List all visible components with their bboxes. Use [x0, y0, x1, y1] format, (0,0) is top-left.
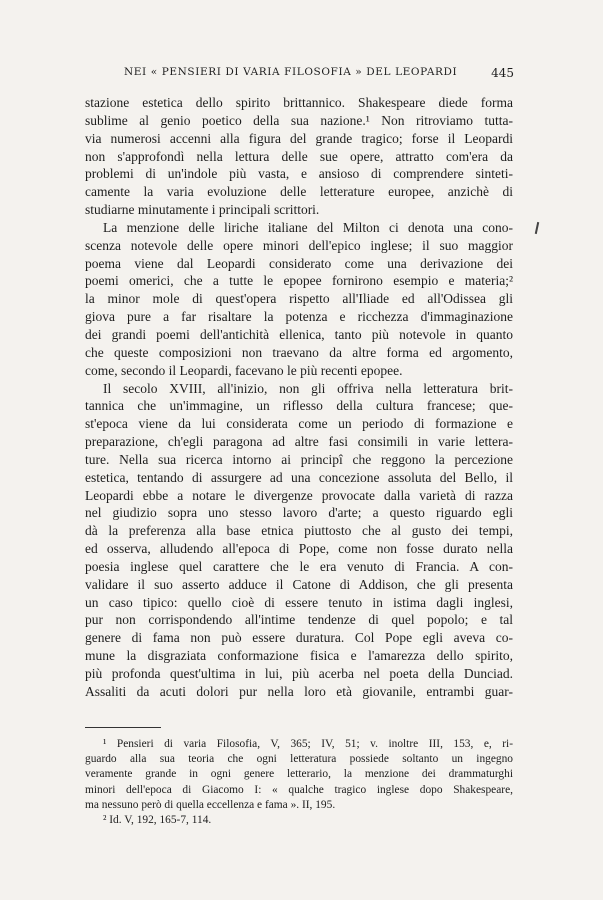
text-line: stazione estetica dello spirito brittannico. Shakespeare diede forma: [85, 95, 513, 110]
text-line: poesia inglese quel carattere che le era venuto di Francia. A con-: [85, 558, 513, 574]
text-line: via numerosi accenni alla figura del grande tragico; forse il Leopardi: [85, 130, 513, 146]
text-line: ture. Nella sua ricerca intorno ai principî che reggono la percezione: [85, 451, 513, 467]
footnote-line: ¹ Pensieri di varia Filosofia, V, 365; IV, 51; v. inoltre III, 153, e, ri-: [103, 738, 513, 750]
text-line: estetica, tentando di assurgere ad una concezione assoluta del Bello, il: [85, 469, 513, 485]
body-text: [85, 94, 513, 701]
text-line: giova pure a far risaltare la potenza e ricchezza d'immaginazione: [85, 309, 513, 325]
text-line: Il secolo XVIII, all'inizio, non gli offriva nella letteratura brit-: [103, 380, 513, 396]
text-line: genere di fama non può essere duratura. Col Pope egli aveva co-: [85, 630, 513, 646]
footnote-divider: [85, 727, 161, 728]
text-line: problemi di un'indole più vasta, e ansioso di comprendere sinteti-: [85, 166, 513, 182]
text-line: La menzione delle liriche italiane del Milton ci denota una cono-: [103, 219, 513, 235]
text-line: st'epoca viene da lui considerata come un periodo di formazione e: [85, 416, 513, 432]
text-line: camente la varia evoluzione delle letterature europee, anzichè di: [85, 184, 513, 200]
running-title: NEI « PENSIERI DI VARIA FILOSOFIA » DEL LEOPARDI: [124, 66, 458, 78]
text-line: più profonda quest'ultima in lui, più acerba nel poeta della Dunciad.: [85, 666, 513, 681]
text-line: la minor mole di quest'opera rispetto all'Iliade ed all'Odissea gli: [85, 291, 513, 307]
text-line: Leopardi ebbe a notare le divergenze provocate dalla varietà di razza: [85, 487, 513, 503]
text-line: Assaliti da acuti dolori pur nella loro età giovanile, entrambi guar-: [85, 683, 513, 699]
text-line: validare il suo asserto adduce il Catone di Addison, che gli presenta: [85, 576, 513, 592]
footnotes: [85, 737, 513, 828]
text-line: poema viene dal Leopardi considerato come una derivazione dei: [85, 255, 513, 271]
text-line: come, secondo il Leopardi, facevano le più recenti epopee.: [85, 362, 403, 378]
text-line: poemi omerici, che a tutte le epopee fornirono esempio e materia;²: [85, 273, 513, 289]
margin-mark: [535, 222, 539, 234]
footnote-line: minori dell'epoca di Giacomo I: « qualche tragico inglese dopo Shakespeare,: [85, 783, 513, 796]
text-line: scenza notevole delle opere minori dell'epico inglese; il suo maggior: [85, 237, 513, 253]
text-line: studiarne minutamente i principali scrittori.: [85, 202, 320, 218]
text-line: che queste composizioni non traevano da altre forma ed argomento,: [85, 344, 513, 360]
text-line: nel giudizio sopra uno stesso lavoro d'arte; a questo riguardo egli: [85, 505, 513, 521]
text-line: preparazione, ch'egli paragona ad altre fasi consimili in varie lettera-: [85, 434, 513, 450]
footnote-line: veramente grande in ogni genere letterario, la menzione dei drammaturghi: [85, 768, 513, 781]
text-line: un caso tipico: quello cioè di essere tenuto in istima dagli inglesi,: [85, 594, 513, 610]
text-line: pur non corrispondendo all'intime tendenze di quel popolo; e tal: [85, 612, 513, 628]
page-number: 445: [491, 66, 514, 80]
footnote-line: ² Id. V, 192, 165-7, 114.: [103, 813, 212, 826]
text-line: tannica che un'immagine, un riflesso della cultura francese; que-: [85, 398, 513, 414]
text-line: ed osserva, alludendo all'epoca di Pope, come non fosse durato nella: [85, 541, 513, 557]
text-line: non s'approfondì nella lettura delle sue opere, attratto com'era da: [85, 148, 513, 164]
text-line: mune la disgraziata conformazione fisica e l'amarezza dello spirito,: [85, 648, 513, 664]
text-line: dà la preferenza alla base etnica piuttosto che al gusto dei tempi,: [85, 523, 513, 539]
footnote-line: guardo alla sua teoria che ogni letteratura possiede soltanto un ingegno: [85, 753, 513, 766]
footnote-line: ma nessuno però di quella eccellenza e fama ». II, 195.: [85, 798, 336, 811]
text-line: sublime al genio poetico della sua nazione.¹ Non ritroviamo tutta-: [85, 112, 513, 128]
text-line: dei grandi poemi dell'antichità ellenica, tanto più notevole in quanto: [85, 326, 513, 342]
